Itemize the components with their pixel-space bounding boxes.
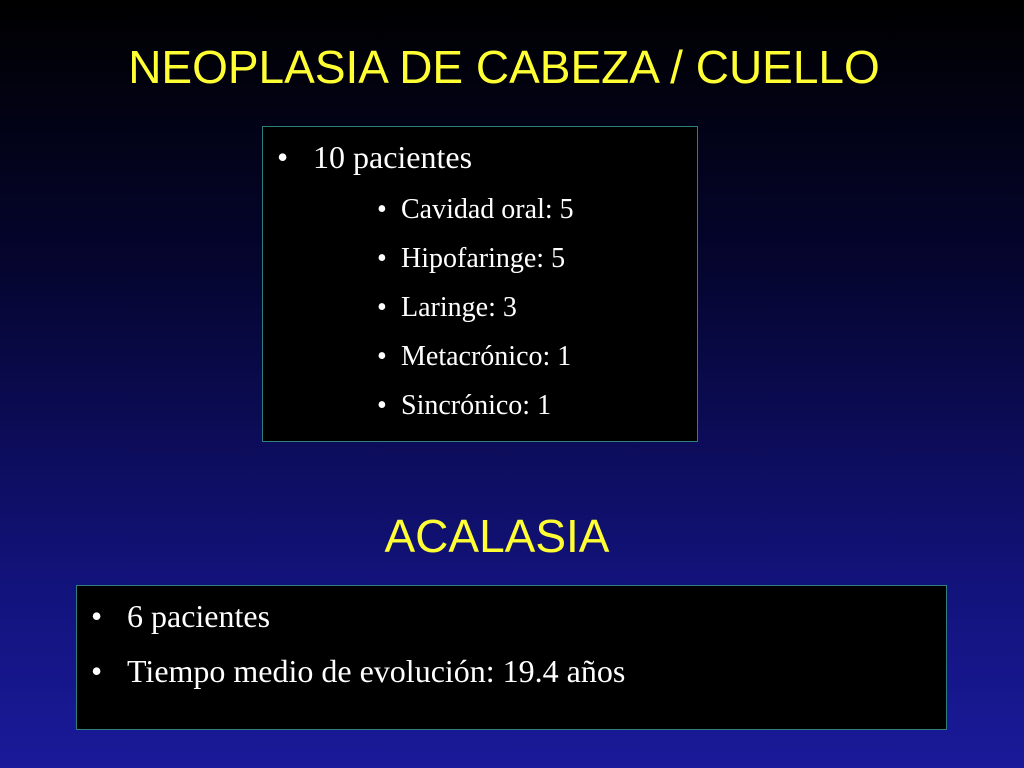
bullet-icon: • xyxy=(91,598,103,634)
list-item-patients xyxy=(263,139,472,176)
bullet-icon: • xyxy=(91,653,103,689)
neoplasia-box xyxy=(262,126,698,442)
sub-item-label: Laringe: 3 xyxy=(401,292,517,323)
sub-item-hipofaringe xyxy=(377,243,565,275)
neoplasia-title: NEOPLASIA DE CABEZA / CUELLO xyxy=(128,41,880,93)
list-item-label: Tiempo medio de evolución: 19.4 años xyxy=(127,653,626,689)
acalasia-title: ACALASIA xyxy=(384,510,610,562)
sub-item-cavidad-oral xyxy=(377,194,574,226)
acalasia-box xyxy=(76,585,947,730)
bullet-icon: • xyxy=(377,292,387,323)
list-item-evolution-time xyxy=(77,653,625,690)
list-item-label: 6 pacientes xyxy=(127,598,271,634)
bullet-icon: • xyxy=(377,341,387,372)
sub-item-label: Metacrónico: 1 xyxy=(401,341,572,372)
bullet-icon: • xyxy=(377,243,387,274)
list-item-label: 10 pacientes xyxy=(313,139,473,175)
sub-item-sincronico xyxy=(377,390,551,422)
bullet-icon: • xyxy=(377,194,387,225)
sub-item-laringe xyxy=(377,292,517,324)
sub-item-metacronico xyxy=(377,341,571,373)
bullet-icon: • xyxy=(377,390,387,421)
sub-item-label: Hipofaringe: 5 xyxy=(401,243,566,274)
sub-item-label: Cavidad oral: 5 xyxy=(401,194,574,225)
bullet-icon: • xyxy=(277,139,289,175)
sub-item-label: Sincrónico: 1 xyxy=(401,390,552,421)
list-item-patients xyxy=(77,598,270,635)
